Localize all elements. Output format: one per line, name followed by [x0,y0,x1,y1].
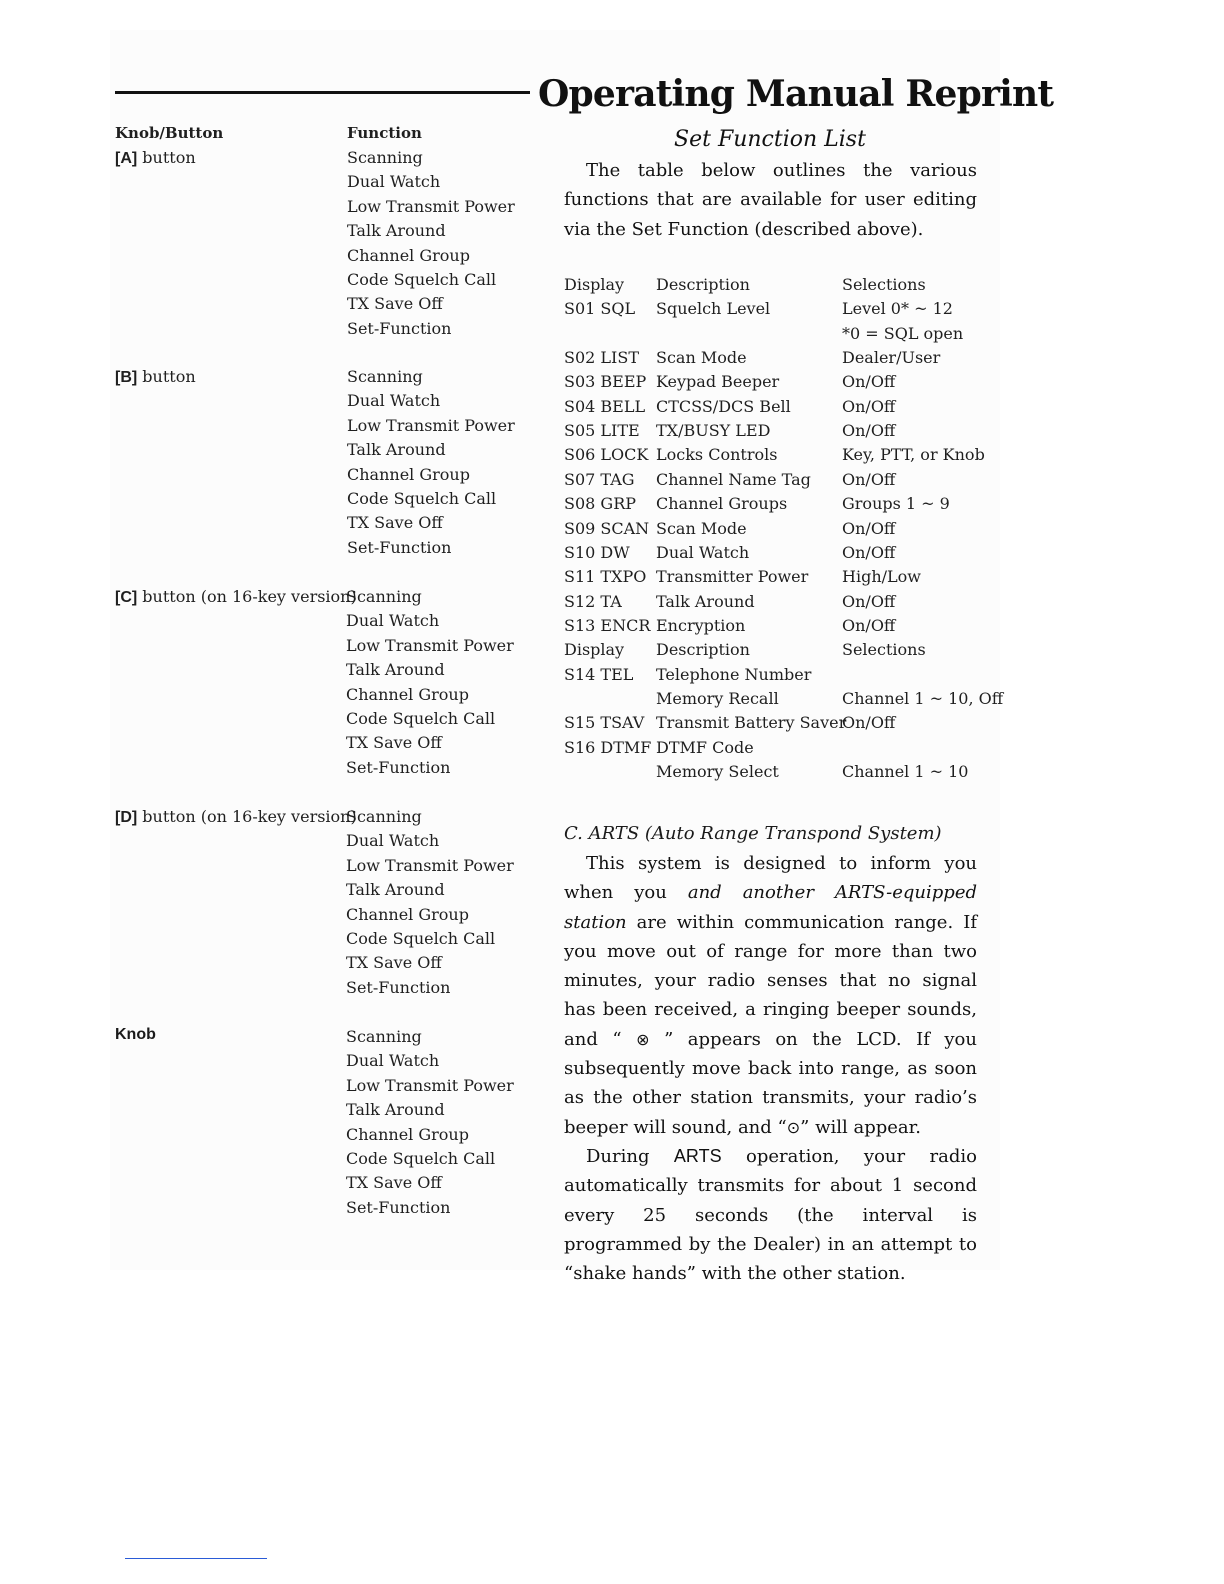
function-item: Dual Watch [347,172,441,192]
function-item: Dual Watch [347,391,441,411]
set-function-display-cell: S10 DW [564,542,630,562]
set-function-display-cell: Display [564,640,625,660]
function-item: Low Transmit Power [346,635,514,655]
arts-title: C. ARTS (Auto Range Transpond System) [564,823,942,844]
set-function-display-cell: S06 LOCK [564,445,649,465]
function-item: TX Save Off [347,513,443,533]
function-item: Code Squelch Call [347,270,497,289]
function-item: Channel Group [346,684,469,704]
control-label: Knob [115,1026,156,1043]
set-function-selections-cell: Groups 1 ~ 9 [842,494,950,514]
set-function-description-cell: Talk Around [656,591,755,611]
set-function-description-cell: Scan Mode [656,348,747,368]
set-function-selections-cell: On/Off [842,713,896,733]
set-function-selections-cell: On/Off [842,396,896,416]
set-function-description-cell: Transmitter Power [656,567,809,587]
set-function-display-cell: S02 LIST [564,348,639,368]
set-function-description-cell: Transmit Battery Saver [656,713,847,733]
set-function-selections-cell: On/Off [842,615,896,635]
set-function-selections-cell: *0 = SQL open [842,323,964,343]
control-label: [D] button (on 16-key version) [115,807,357,826]
set-function-display-cell: S04 BELL [564,396,646,416]
function-item: Talk Around [347,440,446,460]
column-header-knob: Knob/Button [115,124,224,142]
arts-paragraph-2: During ARTS operation, your radio automatically transmits for about 1 second every 25 seconds (the interval is programmed by the Dealer) in an attempt to “shake hands” with the other station. [564,1145,977,1285]
function-item: Talk Around [346,880,445,900]
function-item: Dual Watch [346,831,440,851]
function-item: Channel Group [346,1124,469,1144]
set-function-selections-cell: Selections [842,640,926,660]
set-function-selections-cell: On/Off [842,518,896,538]
set-function-description-cell: TX/BUSY LED [656,421,771,441]
function-item: Set-Function [347,318,452,338]
set-function-description-cell: Channel Groups [656,494,788,514]
column-header-function: Function [347,124,422,142]
set-function-display-cell: S12 TA [564,591,622,611]
function-item: Talk Around [346,660,445,680]
function-item: Set-Function [346,977,451,997]
function-item: Scanning [347,367,423,386]
function-item: Low Transmit Power [347,415,515,435]
function-item: Code Squelch Call [346,1149,496,1168]
set-function-selections-cell: On/Off [842,372,896,392]
set-function-selections-cell: On/Off [842,542,896,562]
function-item: Code Squelch Call [346,929,496,948]
set-function-description-cell: Locks Controls [656,445,778,465]
function-item: Low Transmit Power [346,855,514,875]
set-function-selections-cell: Level 0* ~ 12 [842,299,953,319]
set-function-display-cell: S01 SQL [564,299,636,319]
set-function-description-cell: Description [656,275,750,294]
intro-text: The table below outlines the various functions that are available for user editing via the Set Function (described above). [564,160,977,240]
control-label: [B] button [115,367,196,386]
control-label: [C] button (on 16-key version) [115,587,357,606]
out-of-range-icon: ⊗ [636,1029,650,1049]
function-item: Low Transmit Power [347,196,515,216]
function-item: TX Save Off [346,733,442,753]
set-function-selections-cell: On/Off [842,421,896,441]
function-item: TX Save Off [347,294,443,314]
set-function-description-cell: Memory Recall [656,688,779,708]
function-item: Low Transmit Power [346,1075,514,1095]
function-item: Code Squelch Call [346,709,496,728]
set-function-selections-cell: On/Off [842,591,896,611]
set-function-description-cell: Scan Mode [656,518,747,538]
set-function-description-cell: Encryption [656,615,746,635]
set-function-display-cell: S03 BEEP [564,372,647,392]
function-item: Set-Function [346,1197,451,1217]
arts-body [564,849,977,1288]
function-item: Code Squelch Call [347,489,497,508]
function-item: Scanning [346,587,422,606]
arts-paragraph-1: This system is designed to inform you when you and another ARTS-equipped station are within communication range. If you move out of range for more than two minutes, your radio senses that no signal has been received, a ringing beeper sounds, and “ ⊗ ” appears on the LCD. If you subsequently move back into range, as soon as the other station transmits, your radio’s beeper will sound, and “⊙” will appear. [564,853,977,1138]
set-function-display-cell: S07 TAG [564,469,635,489]
function-item: Talk Around [346,1100,445,1120]
set-function-selections-cell: Key, PTT, or Knob [842,445,985,465]
set-function-display-cell: S08 GRP [564,494,636,514]
set-function-display-cell: S16 DTMF [564,737,652,757]
set-function-intro [564,156,977,244]
function-item: Dual Watch [346,1051,440,1071]
set-function-display-cell: S09 SCAN [564,518,650,538]
function-item: Dual Watch [346,611,440,631]
set-function-description-cell: DTMF Code [656,737,754,757]
set-function-selections-cell: Dealer/User [842,348,941,368]
set-function-title: Set Function List [674,127,866,152]
set-function-selections-cell: High/Low [842,567,921,587]
set-function-display-cell: S11 TXPO [564,567,647,587]
set-function-description-cell: CTCSS/DCS Bell [656,396,791,416]
function-item: Scanning [347,148,423,167]
footer-link-underline [125,1558,267,1559]
function-item: Set-Function [346,757,451,777]
in-range-icon: ⊙ [786,1117,801,1137]
set-function-display-cell: Display [564,275,625,294]
set-function-selections-cell: Channel 1 ~ 10 [842,762,969,781]
page-title: Operating Manual Reprint [538,73,1054,115]
set-function-description-cell: Description [656,640,750,660]
function-item: TX Save Off [346,953,442,973]
function-item: Channel Group [346,904,469,924]
set-function-description-cell: Squelch Level [656,299,771,319]
function-item: Channel Group [347,245,470,265]
header-rule [115,91,530,94]
set-function-display-cell: S13 ENCR [564,615,651,635]
control-label: [A] button [115,148,196,167]
function-item: TX Save Off [346,1173,442,1193]
set-function-selections-cell: Channel 1 ~ 10, Off [842,688,1004,708]
function-item: Scanning [346,1027,422,1046]
function-item: Scanning [346,807,422,826]
set-function-description-cell: Channel Name Tag [656,469,811,489]
set-function-display-cell: S14 TEL [564,664,634,684]
set-function-display-cell: S05 LITE [564,421,640,441]
function-item: Set-Function [347,537,452,557]
function-item: Channel Group [347,464,470,484]
set-function-description-cell: Keypad Beeper [656,372,780,392]
set-function-display-cell: S15 TSAV [564,713,645,733]
set-function-description-cell: Memory Select [656,762,779,781]
set-function-selections-cell: On/Off [842,469,896,489]
set-function-description-cell: Telephone Number [656,664,812,684]
function-item: Talk Around [347,221,446,241]
set-function-selections-cell: Selections [842,275,926,294]
set-function-description-cell: Dual Watch [656,542,750,562]
